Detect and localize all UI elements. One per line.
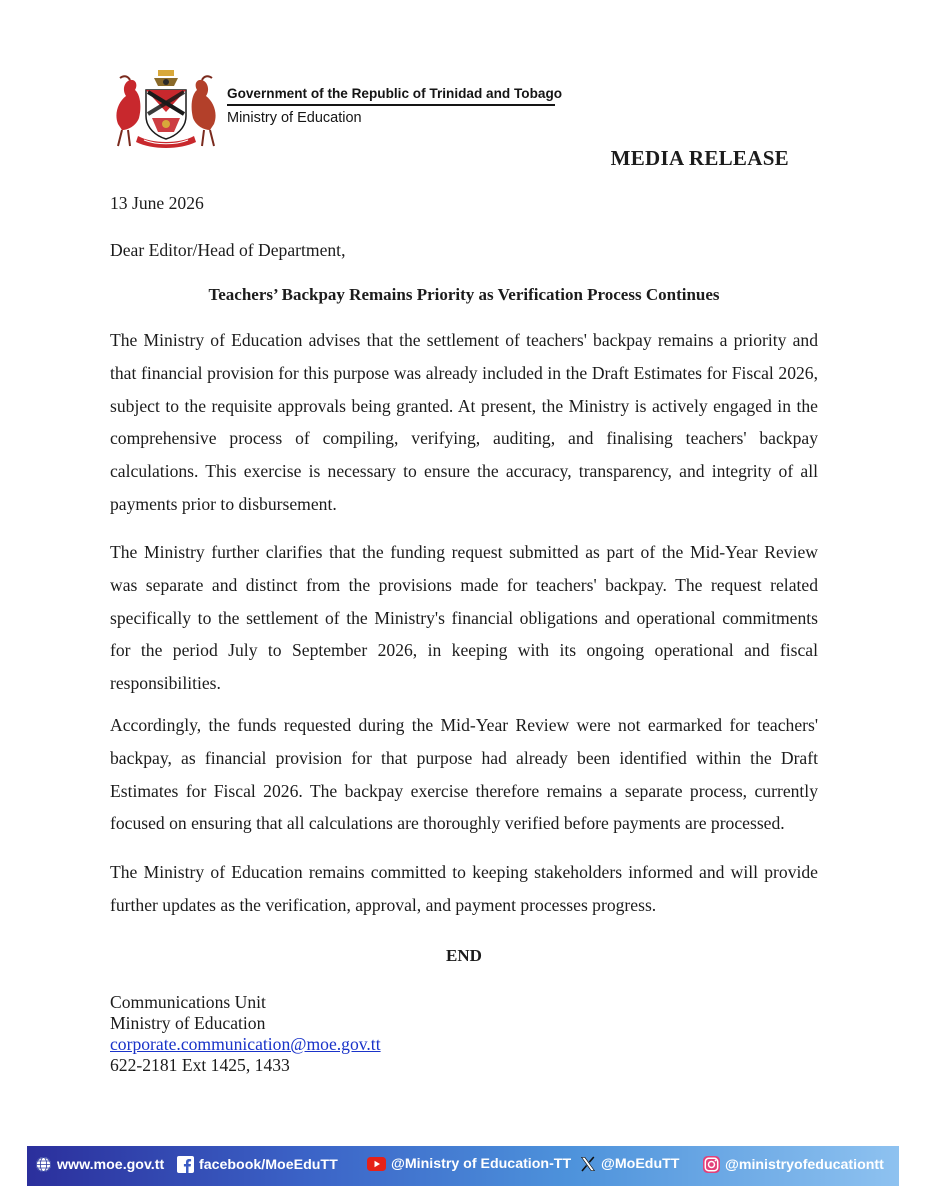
footer-facebook-link[interactable] xyxy=(177,1156,338,1173)
government-header xyxy=(227,86,563,126)
footer-website-link[interactable] xyxy=(35,1156,164,1173)
body-paragraph-3: Accordingly, the funds requested during the Mid-Year Review were not earmarked for teachers' backpay, as financial provision for that purpose had already been identified within the Draft Estimates for Fiscal 2026. The backpay exercise therefore remains a separate process, currently focused on ensuring that all calculations are thoroughly verified before payments are processed. xyxy=(110,715,818,834)
government-title: Government of the Republic of Trinidad and Tobago xyxy=(227,86,563,101)
youtube-icon xyxy=(367,1157,386,1171)
footer-youtube-text: @Ministry of Education-TT xyxy=(391,1156,572,1172)
coat-of-arms-logo xyxy=(108,66,224,150)
footer-instagram-link[interactable] xyxy=(703,1156,884,1173)
header-rule xyxy=(227,104,555,106)
release-headline: Teachers’ Backpay Remains Priority as Verification Process Continues xyxy=(208,285,720,304)
footer-youtube-link[interactable] xyxy=(367,1156,571,1172)
body-paragraph-4: The Ministry of Education remains committed to keeping stakeholders informed and will provide further updates as the verification, approval, and payment processes progress. xyxy=(110,862,818,915)
footer-website-text: www.moe.gov.tt xyxy=(57,1156,165,1173)
body-paragraph-1: The Ministry of Education advises that the settlement of teachers' backpay remains a priority and that financial provision for this purpose was already included in the Draft Estimates for Fiscal 2026, subject to the requisite approvals being granted. At present, the Ministry is actively engaged in the comprehensive process of compiling, verifying, auditing, and finalising teachers' backpay calculations. This exercise is necessary to ensure the accuracy, transparency, and integrity of all payments prior to disbursement. xyxy=(110,330,818,514)
footer-instagram-text: @ministryofeducationtt xyxy=(725,1156,884,1173)
contact-email-link[interactable]: corporate.communication@moe.gov.tt xyxy=(110,1034,381,1054)
footer-x-text: @MoEduTT xyxy=(601,1156,680,1172)
ministry-name: Ministry of Education xyxy=(227,110,362,126)
end-marker: END xyxy=(446,946,482,965)
facebook-icon xyxy=(177,1156,194,1173)
globe-icon xyxy=(35,1156,52,1173)
footer-facebook-text: facebook/MoeEduTT xyxy=(199,1156,338,1173)
salutation: Dear Editor/Head of Department, xyxy=(110,240,346,260)
contact-block xyxy=(110,992,381,1076)
social-footer-bar xyxy=(27,1146,899,1186)
footer-x-link[interactable] xyxy=(580,1156,679,1172)
instagram-icon xyxy=(703,1156,720,1173)
release-date: 13 June 2026 xyxy=(110,193,204,213)
x-icon xyxy=(580,1156,596,1172)
contact-ministry: Ministry of Education xyxy=(110,1013,266,1033)
body-paragraph-2: The Ministry further clarifies that the funding request submitted as part of the Mid-Year Review was separate and distinct from the provisions made for teachers' backpay. The request related specifically to the settlement of the Ministry's financial obligations and operational commitments for the period July to September 2026, in keeping with its ongoing operational and fiscal responsibilities. xyxy=(110,542,818,694)
contact-phone: 622-2181 Ext 1425, 1433 xyxy=(110,1055,290,1075)
media-release-title: MEDIA RELEASE xyxy=(610,146,789,170)
contact-unit: Communications Unit xyxy=(110,992,266,1012)
